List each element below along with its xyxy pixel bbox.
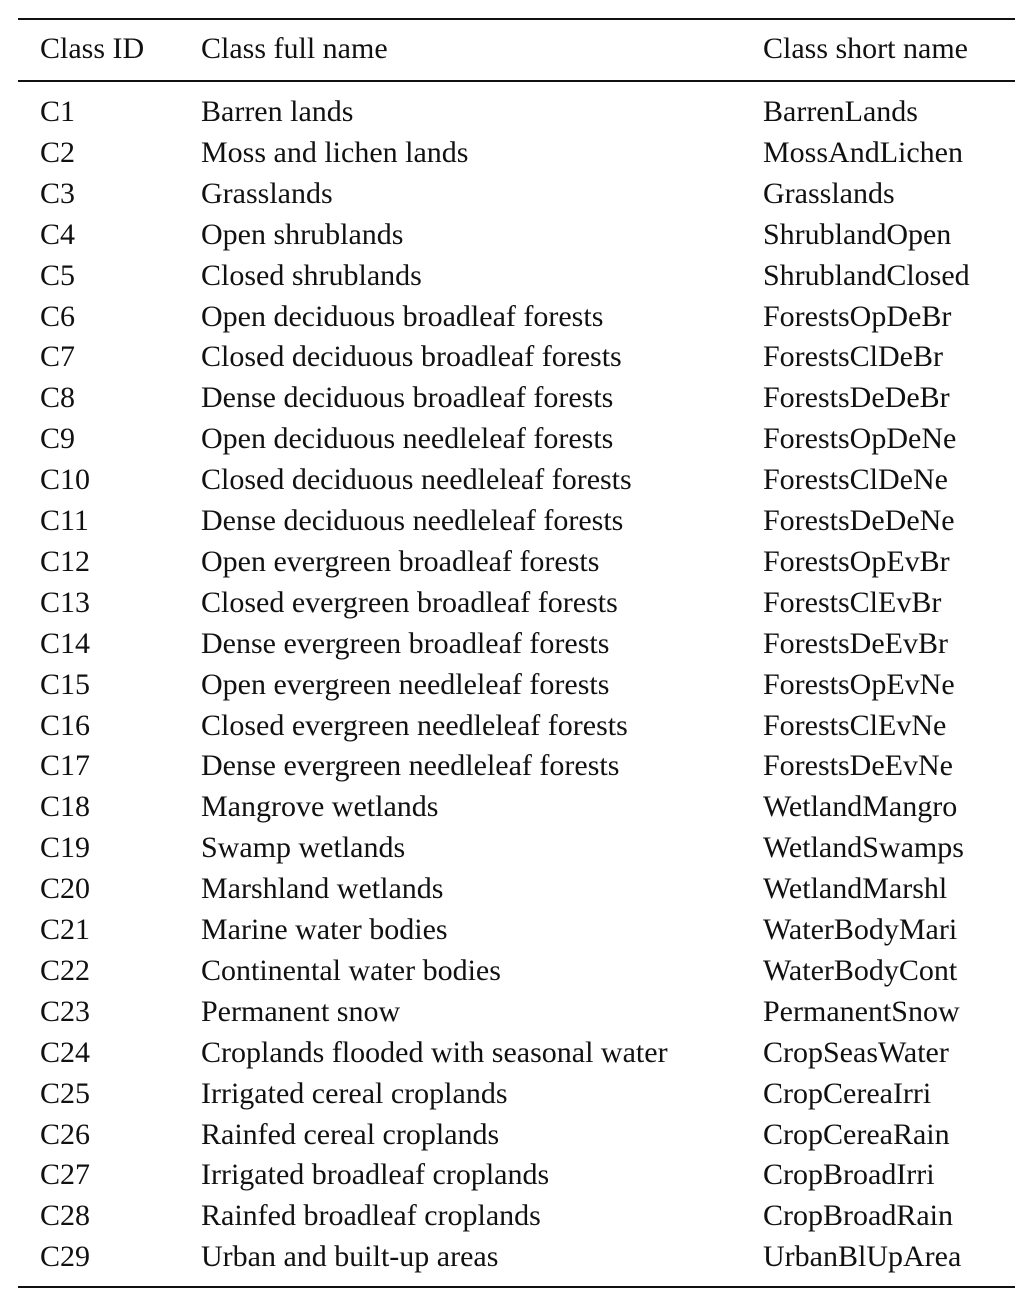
table-row <box>0 336 1033 377</box>
table-row <box>0 214 1033 255</box>
cell-class-short-name: MossAndLichen <box>763 135 963 169</box>
table-row <box>0 623 1033 664</box>
table-row <box>0 664 1033 705</box>
table-row <box>0 827 1033 868</box>
cell-class-id: C4 <box>40 217 76 251</box>
cell-class-short-name: ForestsDeDeNe <box>763 504 955 537</box>
cell-class-full-name: Croplands flooded with seasonal water <box>201 1035 668 1069</box>
cell-class-id: C24 <box>40 1035 91 1069</box>
cell-class-full-name: Dense evergreen needleleaf forests <box>201 749 620 783</box>
cell-class-short-name: WetlandSwamps <box>763 831 964 865</box>
cell-class-id: C22 <box>40 953 91 987</box>
cell-class-full-name: Open shrublands <box>201 217 404 251</box>
table-row <box>0 786 1033 827</box>
cell-class-full-name: Closed evergreen broadleaf forests <box>201 585 618 619</box>
table-row <box>0 582 1033 623</box>
cell-class-full-name: Open deciduous needleleaf forests <box>201 422 614 456</box>
cell-class-id: C11 <box>40 504 89 537</box>
cell-class-short-name: UrbanBlUpArea <box>763 1240 962 1274</box>
table-row <box>0 500 1033 541</box>
cell-class-id: C10 <box>40 463 91 497</box>
cell-class-id: C7 <box>40 340 76 374</box>
cell-class-id: C9 <box>40 422 76 456</box>
cell-class-full-name: Dense deciduous needleleaf forests <box>201 504 624 537</box>
cell-class-id: C16 <box>40 708 91 742</box>
cell-class-id: C26 <box>40 1117 91 1151</box>
header-class-full-name: Class full name <box>201 32 388 65</box>
cell-class-short-name: ForestsOpDeNe <box>763 422 957 456</box>
cell-class-id: C17 <box>40 749 91 783</box>
cell-class-id: C3 <box>40 176 76 210</box>
table-row <box>0 1236 1033 1277</box>
cell-class-full-name: Closed deciduous broadleaf forests <box>201 340 622 374</box>
table-top-rule <box>18 18 1015 20</box>
cell-class-id: C1 <box>40 95 76 128</box>
cell-class-full-name: Grasslands <box>201 176 333 210</box>
table-row <box>0 541 1033 582</box>
table-row <box>0 1114 1033 1155</box>
table-row <box>0 173 1033 214</box>
table-row <box>0 745 1033 786</box>
cell-class-full-name: Closed shrublands <box>201 258 422 292</box>
cell-class-id: C29 <box>40 1240 91 1274</box>
cell-class-short-name: ShrublandClosed <box>763 258 970 292</box>
cell-class-id: C25 <box>40 1076 91 1110</box>
cell-class-short-name: ForestsClEvNe <box>763 708 947 742</box>
cell-class-short-name: CropBroadRain <box>763 1199 953 1233</box>
cell-class-id: C19 <box>40 831 91 865</box>
cell-class-short-name: ForestsClDeBr <box>763 340 943 374</box>
cell-class-full-name: Swamp wetlands <box>201 831 406 865</box>
cell-class-short-name: Grasslands <box>763 176 895 210</box>
cell-class-short-name: ShrublandOpen <box>763 217 952 251</box>
table-row <box>0 1073 1033 1114</box>
cell-class-full-name: Continental water bodies <box>201 953 501 987</box>
cell-class-full-name: Closed deciduous needleleaf forests <box>201 463 632 497</box>
cell-class-id: C5 <box>40 258 76 292</box>
cell-class-full-name: Rainfed broadleaf croplands <box>201 1199 541 1233</box>
cell-class-id: C20 <box>40 872 91 906</box>
cell-class-full-name: Urban and built-up areas <box>201 1240 499 1274</box>
cell-class-id: C28 <box>40 1199 91 1233</box>
table-row <box>0 1032 1033 1073</box>
cell-class-short-name: ForestsDeEvBr <box>763 626 948 660</box>
cell-class-short-name: ForestsClEvBr <box>763 585 942 619</box>
table-row <box>0 377 1033 418</box>
table-header-rule <box>18 80 1015 82</box>
cell-class-short-name: CropCereaIrri <box>763 1076 932 1110</box>
cell-class-short-name: ForestsDeEvNe <box>763 749 953 783</box>
cell-class-full-name: Irrigated cereal croplands <box>201 1076 508 1110</box>
cell-class-short-name: CropBroadIrri <box>763 1158 935 1192</box>
cell-class-full-name: Open evergreen needleleaf forests <box>201 667 610 701</box>
cell-class-full-name: Barren lands <box>201 95 354 128</box>
cell-class-full-name: Open deciduous broadleaf forests <box>201 299 604 333</box>
table-row <box>0 459 1033 500</box>
cell-class-full-name: Closed evergreen needleleaf forests <box>201 708 628 742</box>
cell-class-short-name: WaterBodyCont <box>763 953 958 987</box>
cell-class-short-name: ForestsOpDeBr <box>763 299 952 333</box>
table-row <box>0 418 1033 459</box>
cell-class-short-name: CropCereaRain <box>763 1117 950 1151</box>
cell-class-short-name: WetlandMarshl <box>763 872 948 906</box>
cell-class-full-name: Mangrove wetlands <box>201 790 439 824</box>
cell-class-short-name: PermanentSnow <box>763 994 960 1028</box>
cell-class-full-name: Marine water bodies <box>201 913 448 946</box>
cell-class-id: C27 <box>40 1158 91 1192</box>
cell-class-id: C23 <box>40 994 91 1028</box>
cell-class-id: C14 <box>40 626 91 660</box>
cell-class-short-name: WaterBodyMari <box>763 913 958 946</box>
cell-class-id: C21 <box>40 913 91 946</box>
cell-class-full-name: Rainfed cereal croplands <box>201 1117 500 1151</box>
cell-class-id: C8 <box>40 381 76 415</box>
cell-class-full-name: Moss and lichen lands <box>201 135 469 169</box>
cell-class-full-name: Permanent snow <box>201 994 401 1028</box>
cell-class-full-name: Irrigated broadleaf croplands <box>201 1158 550 1192</box>
table-row <box>0 1195 1033 1236</box>
cell-class-id: C6 <box>40 299 76 333</box>
cell-class-short-name: CropSeasWater <box>763 1035 949 1069</box>
cell-class-id: C2 <box>40 135 76 169</box>
table-row <box>0 91 1033 132</box>
cell-class-short-name: BarrenLands <box>763 95 918 128</box>
table-bottom-rule <box>18 1286 1015 1288</box>
cell-class-full-name: Marshland wetlands <box>201 872 444 906</box>
table-row <box>0 1154 1033 1195</box>
cell-class-short-name: ForestsOpEvNe <box>763 667 955 701</box>
table-row <box>0 255 1033 296</box>
cell-class-short-name: ForestsOpEvBr <box>763 544 950 578</box>
header-class-id: Class ID <box>40 32 145 65</box>
cell-class-full-name: Open evergreen broadleaf forests <box>201 544 600 578</box>
cell-class-short-name: ForestsClDeNe <box>763 463 948 497</box>
cell-class-id: C15 <box>40 667 91 701</box>
table-row <box>0 296 1033 337</box>
table-row <box>0 705 1033 746</box>
table-row <box>0 909 1033 950</box>
table-header-row <box>0 28 1033 69</box>
table-row <box>0 950 1033 991</box>
cell-class-id: C13 <box>40 585 91 619</box>
cell-class-short-name: WetlandMangro <box>763 790 958 824</box>
table-row <box>0 868 1033 909</box>
cell-class-full-name: Dense evergreen broadleaf forests <box>201 626 610 660</box>
cell-class-id: C18 <box>40 790 91 824</box>
cell-class-short-name: ForestsDeDeBr <box>763 381 950 415</box>
cell-class-full-name: Dense deciduous broadleaf forests <box>201 381 614 415</box>
cell-class-id: C12 <box>40 544 91 578</box>
table-row <box>0 132 1033 173</box>
header-class-short-name: Class short name <box>763 32 968 65</box>
table-row <box>0 991 1033 1032</box>
